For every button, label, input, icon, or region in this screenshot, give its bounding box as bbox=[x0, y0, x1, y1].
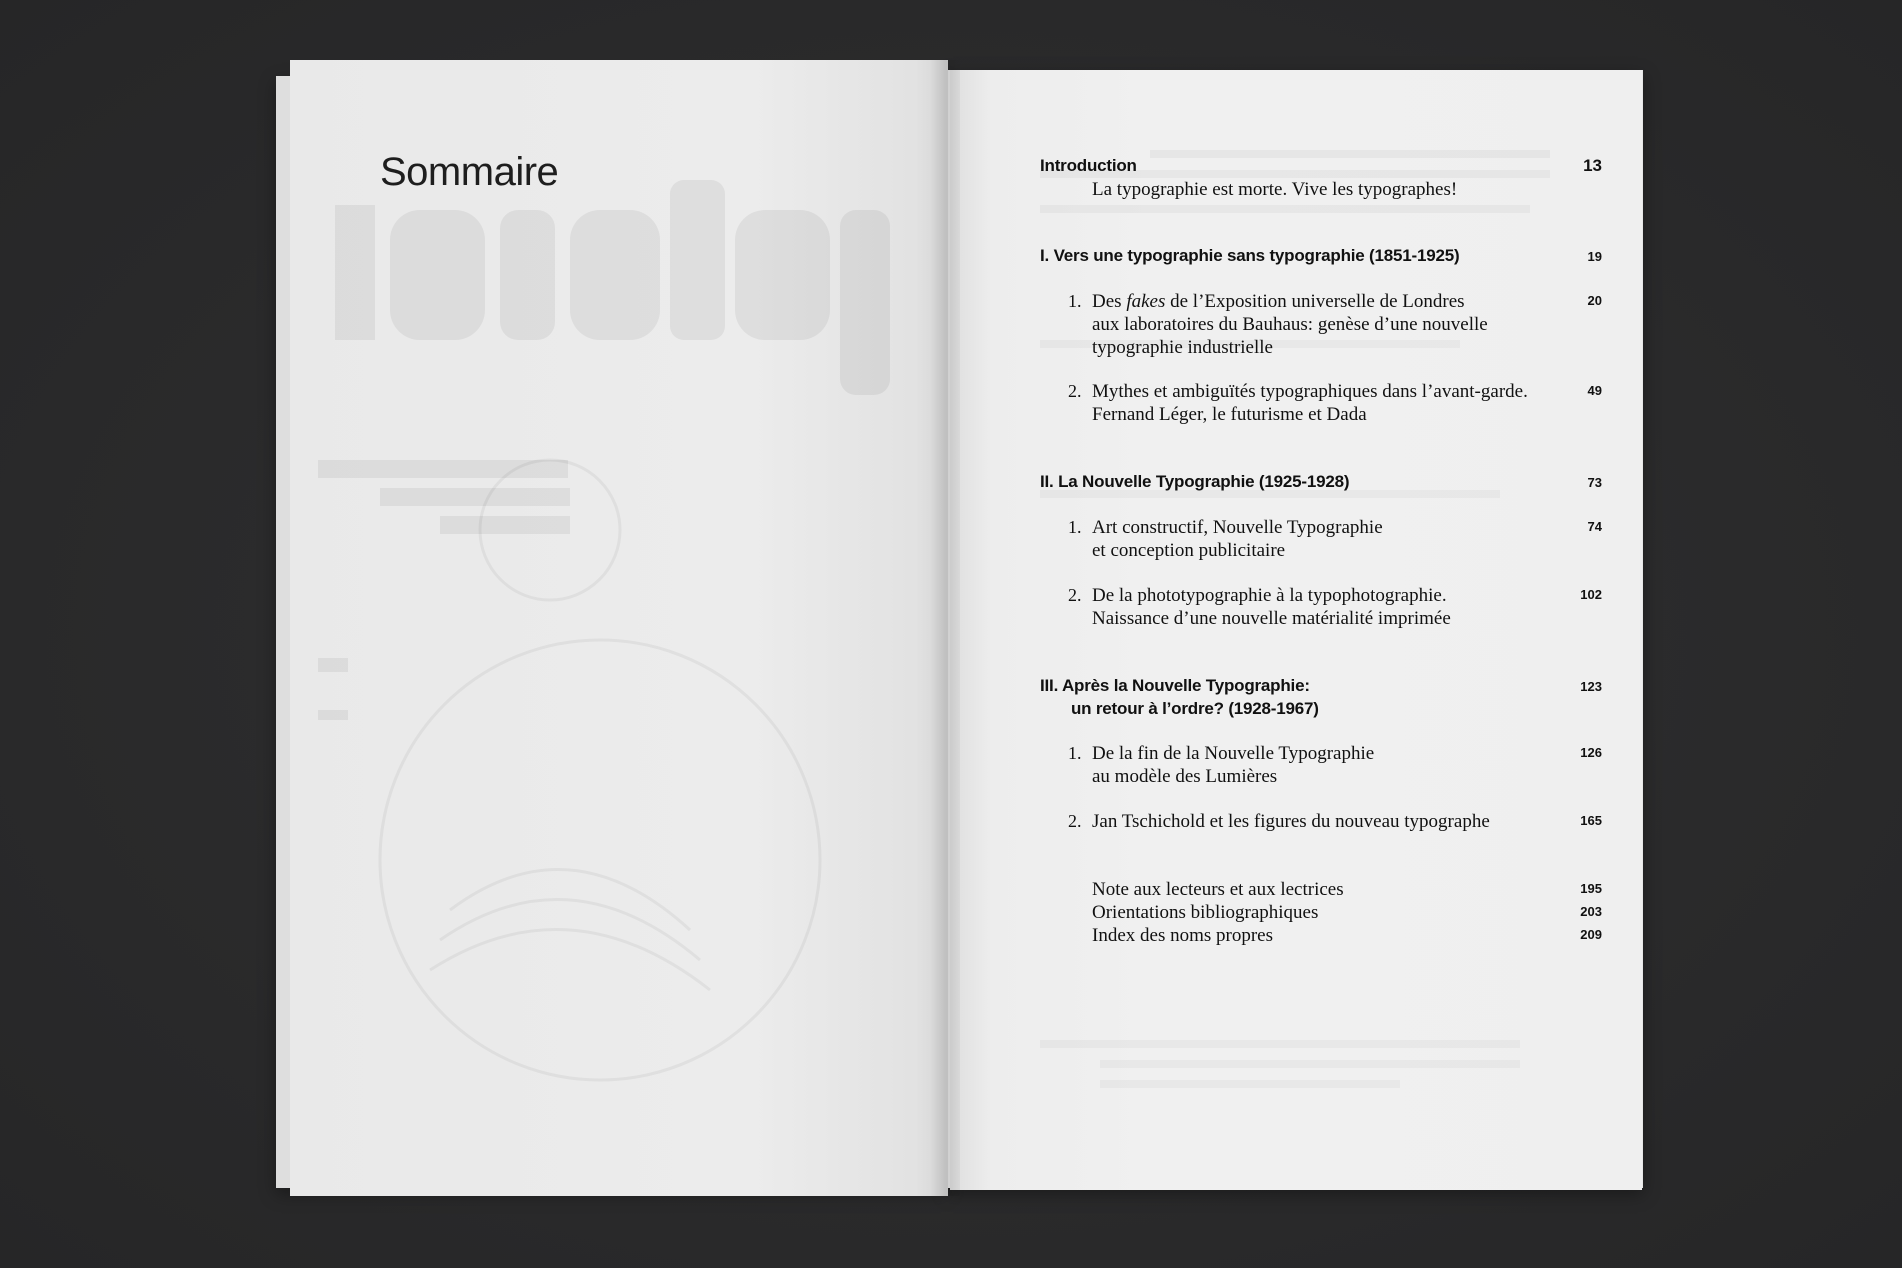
chapter-title-line: Des fakes de l’Exposition universelle de Londres bbox=[1092, 291, 1465, 312]
toc-part-3 bbox=[1040, 676, 1602, 719]
back-matter-label: Note aux lecteurs et aux lectrices bbox=[1092, 879, 1344, 900]
chapter-title-italic: fakes bbox=[1126, 291, 1166, 312]
part-label-line: un retour à l’ordre? (1928-1967) bbox=[1071, 699, 1319, 718]
page-title: Sommaire bbox=[380, 150, 559, 194]
chapter-title bbox=[1092, 810, 1562, 833]
page-number: 126 bbox=[1580, 745, 1602, 760]
chapter-title bbox=[1092, 584, 1562, 630]
chapter-title-line: au modèle des Lumières bbox=[1092, 766, 1278, 787]
right-page bbox=[950, 70, 1642, 1190]
chapter-title bbox=[1092, 516, 1562, 562]
chapter-title bbox=[1092, 380, 1592, 426]
page-number: 123 bbox=[1580, 679, 1602, 694]
page-number: 209 bbox=[1580, 927, 1602, 942]
chapter-number: 2. bbox=[1068, 585, 1082, 605]
page-number: 73 bbox=[1587, 475, 1602, 490]
chapter-title-line: Naissance d’une nouvelle matérialité imprimée bbox=[1092, 608, 1451, 629]
page-number: 20 bbox=[1587, 293, 1602, 308]
page-number: 19 bbox=[1587, 249, 1602, 264]
toc-part-1 bbox=[1040, 246, 1602, 266]
chapter-title-line: De la fin de la Nouvelle Typographie bbox=[1092, 743, 1375, 764]
show-through-ghost-graphic bbox=[290, 60, 948, 1196]
chapter-title-line: Art constructif, Nouvelle Typographie bbox=[1092, 517, 1383, 538]
chapter-title bbox=[1092, 742, 1562, 788]
chapter-number: 1. bbox=[1068, 291, 1082, 311]
chapter-title-line: Mythes et ambiguïtés typographiques dans l’avant-garde. bbox=[1092, 381, 1528, 402]
toc-part-2 bbox=[1040, 472, 1602, 492]
introduction-subtitle: La typographie est morte. Vive les typographes! bbox=[1092, 179, 1458, 200]
part-label: I. Vers une typographie sans typographie (1851-1925) bbox=[1040, 246, 1460, 265]
table-of-contents bbox=[950, 70, 1642, 1190]
left-page bbox=[290, 60, 948, 1196]
chapter-title bbox=[1092, 290, 1562, 359]
page-number: 74 bbox=[1587, 519, 1602, 534]
chapter-title-line: aux laboratoires du Bauhaus: genèse d’une nouvelle bbox=[1092, 314, 1488, 335]
chapter-number: 2. bbox=[1068, 381, 1082, 401]
page-number: 49 bbox=[1587, 383, 1602, 398]
chapter-title-line: Fernand Léger, le futurisme et Dada bbox=[1092, 404, 1367, 425]
chapter-title-line: Jan Tschichold et les figures du nouveau typographe bbox=[1092, 811, 1490, 832]
chapter-number: 1. bbox=[1068, 517, 1082, 537]
chapter-title-line: De la phototypographie à la typophotographie. bbox=[1092, 585, 1447, 606]
introduction-label: Introduction bbox=[1040, 156, 1137, 175]
page-number: 195 bbox=[1580, 881, 1602, 896]
back-matter-label: Orientations bibliographiques bbox=[1092, 902, 1319, 923]
chapter-title-line: typographie industrielle bbox=[1092, 337, 1273, 358]
toc-entry-introduction bbox=[1040, 156, 1602, 200]
chapter-title-line: et conception publicitaire bbox=[1092, 540, 1286, 561]
part-label: II. La Nouvelle Typographie (1925-1928) bbox=[1040, 472, 1350, 491]
chapter-number: 2. bbox=[1068, 811, 1082, 831]
part-label-line: III. Après la Nouvelle Typographie: bbox=[1040, 676, 1310, 695]
back-matter-label: Index des noms propres bbox=[1092, 925, 1273, 946]
page-number: 203 bbox=[1580, 904, 1602, 919]
chapter-number: 1. bbox=[1068, 743, 1082, 763]
page-number: 102 bbox=[1580, 587, 1602, 602]
page-number: 165 bbox=[1580, 813, 1602, 828]
page-number: 13 bbox=[1583, 156, 1602, 175]
